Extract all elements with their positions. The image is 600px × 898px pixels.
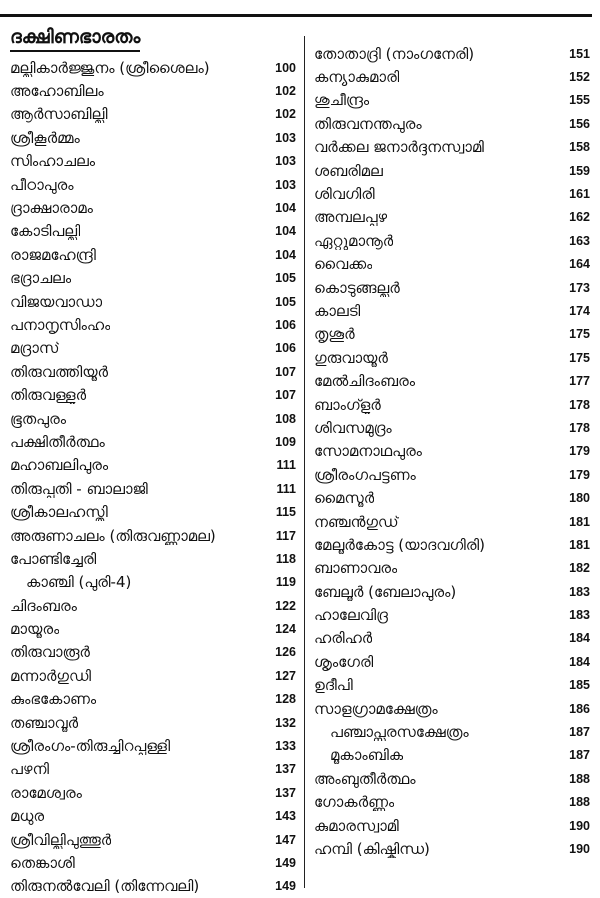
toc-entry — [10, 758, 296, 781]
toc-entry-page-number: 173 — [569, 280, 590, 295]
toc-entry-page-number: 104 — [275, 224, 296, 239]
toc-entry-page-number: 122 — [275, 598, 296, 613]
toc-entry — [314, 346, 590, 369]
toc-entry-title: ചിദംബരം — [10, 596, 77, 615]
toc-entry-title: തിരുവള്ളൂർ — [10, 386, 87, 405]
toc-entry — [314, 837, 590, 860]
toc-entry — [314, 369, 590, 392]
toc-entry-title: പനാനൃസിംഹം — [10, 315, 111, 334]
toc-entry-title: ശ്രീകൂർമ്മം — [10, 128, 80, 147]
toc-entry — [10, 641, 296, 664]
toc-entry-page-number: 133 — [275, 739, 296, 754]
toc-entry — [10, 711, 296, 734]
toc-entry — [10, 781, 296, 804]
toc-entry — [314, 744, 590, 767]
toc-entry-title: കൊടുങ്ങല്ലൂർ — [314, 278, 400, 297]
toc-entry-page-number: 126 — [275, 645, 296, 660]
toc-entry-page-number: 177 — [569, 374, 590, 389]
toc-entry-title: തോതാദ്രി (നാംഗനേരി) — [314, 44, 475, 63]
toc-entry-title: ഹരിഹർ — [314, 629, 373, 648]
toc-entry-title: ബാണാവരം — [314, 559, 398, 578]
toc-entry-page-number: 106 — [275, 317, 296, 332]
toc-entry — [10, 196, 296, 219]
toc-entry-title: ഏറ്റുമാനൂർ — [314, 231, 394, 250]
toc-entry — [314, 416, 590, 439]
toc-entry-title: അമ്പലപ്പുഴ — [314, 208, 388, 227]
toc-entry — [10, 617, 296, 640]
toc-entry-page-number: 155 — [569, 93, 590, 108]
toc-entry-page-number: 183 — [569, 608, 590, 623]
toc-entry-page-number: 190 — [569, 841, 590, 856]
toc-entry-title: അംബുതീർത്ഥം — [314, 769, 416, 788]
toc-entry-title: തിരുവത്തിയൂർ — [10, 362, 109, 381]
toc-entry-title: തൃശൂർ — [314, 325, 355, 344]
toc-entry — [10, 454, 296, 477]
toc-entry-title: ഭൂതപുരം — [10, 409, 67, 428]
toc-entry-title: സാളഗ്രാമക്ഷേത്രം — [314, 699, 438, 718]
toc-entry — [314, 112, 590, 135]
toc-entry-title: ശ്രീരംഗപട്ടണം — [314, 465, 416, 484]
toc-entry — [314, 393, 590, 416]
toc-entry-page-number: 181 — [569, 537, 590, 552]
toc-entry-title: ഉദീപി — [314, 676, 353, 695]
toc-entry-page-number: 161 — [569, 187, 590, 202]
toc-entry-page-number: 132 — [275, 715, 296, 730]
toc-entry-page-number: 178 — [569, 397, 590, 412]
toc-entry-page-number: 163 — [569, 233, 590, 248]
toc-entry-page-number: 103 — [275, 154, 296, 169]
toc-entry — [10, 594, 296, 617]
toc-entry-title: ശ്രീരംഗം-തിരുച്ചിറപ്പള്ളി — [10, 737, 171, 756]
toc-entry-page-number: 143 — [275, 809, 296, 824]
toc-entry — [314, 627, 590, 650]
toc-entry — [314, 603, 590, 626]
toc-entry-page-number: 156 — [569, 116, 590, 131]
toc-entry-title: അഹോബിലം — [10, 82, 104, 101]
toc-entry-title: പക്ഷിതീർത്ഥം — [10, 432, 105, 451]
toc-entry-page-number: 175 — [569, 327, 590, 342]
toc-entry-title: കുമാരസ്വാമി — [314, 816, 399, 835]
toc-entry — [10, 150, 296, 173]
toc-entry-page-number: 119 — [275, 575, 296, 590]
toc-entry-page-number: 111 — [276, 458, 296, 473]
toc-entry — [10, 173, 296, 196]
toc-entry — [10, 103, 296, 126]
toc-entry-page-number: 184 — [569, 654, 590, 669]
toc-entry — [314, 253, 590, 276]
toc-entry-page-number: 162 — [569, 210, 590, 225]
toc-entry-title: തിരുപ്പതി - ബാലാജി — [10, 479, 148, 498]
toc-entry-page-number: 164 — [569, 257, 590, 272]
toc-entry-title: ഭദ്രാചലം — [10, 269, 72, 288]
toc-entry-page-number: 104 — [275, 201, 296, 216]
toc-entry-page-number: 115 — [275, 505, 296, 520]
toc-entry-page-number: 187 — [569, 748, 590, 763]
toc-entry — [314, 159, 590, 182]
toc-entry — [314, 697, 590, 720]
toc-entry — [314, 486, 590, 509]
toc-entry — [314, 580, 590, 603]
toc-entry-title: കാലടി — [314, 301, 361, 320]
toc-entry-title: സിംഹാചലം — [10, 152, 96, 171]
toc-entry-title: ബാംഗ്ളൂർ — [314, 395, 381, 414]
section-heading: ദക്ഷിണഭാരതം — [10, 26, 140, 52]
toc-entry-page-number: 178 — [569, 420, 590, 435]
toc-entry-page-number: 158 — [569, 140, 590, 155]
toc-entry — [10, 407, 296, 430]
toc-entry-title: സോമനാഥപുരം — [314, 442, 422, 461]
toc-entry-page-number: 179 — [569, 467, 590, 482]
toc-entry-title: മല്ലികാർജ്ജുനം (ശ്രീശൈലം) — [10, 58, 210, 77]
toc-entry — [314, 767, 590, 790]
toc-entry-title: ദ്രാക്ഷാരാമം — [10, 199, 93, 218]
toc-entry-page-number: 102 — [275, 107, 296, 122]
toc-entry-page-number: 181 — [569, 514, 590, 529]
toc-entry — [314, 206, 590, 229]
toc-entry-title: വൈക്കം — [314, 255, 373, 274]
toc-entry-page-number: 182 — [569, 561, 590, 576]
toc-right-column — [314, 42, 590, 861]
toc-entry-page-number: 184 — [569, 631, 590, 646]
toc-entry — [314, 89, 590, 112]
toc-entry-title: മൂകാംബിക — [330, 746, 404, 765]
toc-entry-title: ആർസാബില്ലി — [10, 105, 108, 124]
toc-entry-page-number: 175 — [569, 350, 590, 365]
toc-entry — [10, 547, 296, 570]
toc-entry — [314, 65, 590, 88]
toc-entry-page-number: 117 — [275, 528, 296, 543]
toc-entry-title: വിജയവാഡാ — [10, 292, 103, 311]
toc-entry-page-number: 149 — [275, 879, 296, 894]
toc-entry — [314, 533, 590, 556]
toc-entry-title: നഞ്ചൻഗുഡ് — [314, 512, 399, 531]
toc-entry-page-number: 103 — [275, 130, 296, 145]
toc-entry-title: രാമേശ്വരം — [10, 783, 82, 802]
toc-entry-title: പഞ്ചാപ്സരസക്ഷേത്രം — [330, 723, 469, 742]
toc-entry-page-number: 149 — [275, 855, 296, 870]
toc-entry — [314, 557, 590, 580]
toc-left-column — [10, 56, 296, 898]
toc-entry — [10, 267, 296, 290]
toc-entry — [10, 126, 296, 149]
toc-entry-title: തിരുവനന്തപുരം — [314, 114, 422, 133]
toc-entry-page-number: 185 — [569, 678, 590, 693]
toc-entry-page-number: 106 — [275, 341, 296, 356]
toc-entry-page-number: 190 — [569, 818, 590, 833]
toc-entry — [314, 136, 590, 159]
top-rule — [0, 14, 592, 17]
toc-entry-title: തിരുനൽവേലി (തിന്നേവലി) — [10, 877, 200, 896]
toc-entry — [10, 688, 296, 711]
toc-entry — [10, 360, 296, 383]
toc-entry — [10, 337, 296, 360]
toc-entry — [314, 229, 590, 252]
toc-entry — [314, 463, 590, 486]
toc-entry-page-number: 127 — [275, 668, 296, 683]
toc-entry-page-number: 151 — [569, 46, 590, 61]
toc-entry — [314, 276, 590, 299]
toc-entry-title: ശ്രീവില്ലിപുത്തൂർ — [10, 830, 112, 849]
toc-entry — [10, 500, 296, 523]
toc-entry-title: ഗുരുവായൂർ — [314, 348, 388, 367]
toc-entry — [314, 42, 590, 65]
toc-entry-title: ശ്രീകാലഹസ്തി — [10, 503, 108, 522]
toc-entry-title: കോടിപല്ലി — [10, 222, 81, 241]
toc-entry-title: മേലൂർകോട്ട (യാദവഗിരി) — [314, 535, 486, 554]
toc-entry-title: ഹമ്പി (കിഷ്കിന്ധ) — [314, 839, 430, 858]
toc-entry-page-number: 147 — [275, 832, 296, 847]
toc-entry-title: മായൂരം — [10, 620, 60, 639]
toc-entry-page-number: 186 — [569, 701, 590, 716]
toc-entry-title: തെങ്കാശി — [10, 853, 75, 872]
toc-entry-page-number: 105 — [275, 271, 296, 286]
toc-entry-title: ബേലൂർ (ബേലാപുരം) — [314, 582, 457, 601]
toc-entry-title: ഹാലേവിദ്ര — [314, 606, 388, 625]
toc-entry-page-number: 103 — [275, 177, 296, 192]
toc-entry-page-number: 159 — [569, 163, 590, 178]
toc-entry-page-number: 152 — [569, 70, 590, 85]
toc-entry — [314, 299, 590, 322]
toc-entry-title: കന്യാകുമാരി — [314, 68, 400, 87]
toc-entry — [314, 674, 590, 697]
toc-entry-title: തിരുവാരൂർ — [10, 643, 90, 662]
toc-entry-title: കാഞ്ചി (പുരി-4) — [26, 573, 132, 592]
toc-entry-page-number: 174 — [569, 303, 590, 318]
toc-entry — [10, 805, 296, 828]
toc-entry-title: ശിവഗിരി — [314, 185, 375, 204]
toc-entry — [10, 79, 296, 102]
toc-entry — [10, 243, 296, 266]
toc-entry — [314, 510, 590, 533]
toc-entry-page-number: 179 — [569, 444, 590, 459]
toc-entry-page-number: 102 — [275, 84, 296, 99]
toc-entry-page-number: 107 — [275, 388, 296, 403]
toc-entry-page-number: 104 — [275, 247, 296, 262]
toc-entry-page-number: 187 — [569, 725, 590, 740]
toc-entry-title: മദ്രാസ് — [10, 339, 60, 358]
toc-entry-title: തഞ്ചാവൂർ — [10, 713, 79, 732]
toc-entry-page-number: 188 — [569, 771, 590, 786]
toc-entry-title: പീഠാപുരം — [10, 175, 74, 194]
toc-entry — [10, 56, 296, 79]
toc-entry-page-number: 107 — [275, 364, 296, 379]
toc-entry — [314, 720, 590, 743]
toc-entry-title: ശിവസമുദ്രം — [314, 418, 392, 437]
toc-entry — [10, 571, 296, 594]
toc-entry-title: കുംഭകോണം — [10, 690, 97, 709]
toc-entry-title: ശബരിമല — [314, 161, 383, 180]
toc-entry-title: മന്നാർഗുഡി — [10, 666, 91, 685]
toc-entry-page-number: 111 — [276, 481, 296, 496]
toc-entry — [10, 477, 296, 500]
toc-entry-title: മധുര — [10, 807, 45, 826]
toc-entry-title: വർക്കല ജനാർദ്ദനസ്വാമി — [314, 138, 484, 157]
toc-entry-page-number: 118 — [275, 551, 296, 566]
toc-entry — [10, 828, 296, 851]
toc-entry — [314, 791, 590, 814]
toc-entry — [314, 440, 590, 463]
toc-entry — [10, 313, 296, 336]
toc-entry — [314, 323, 590, 346]
toc-entry-title: പഴനി — [10, 760, 50, 779]
toc-entry — [314, 650, 590, 673]
toc-entry — [10, 851, 296, 874]
toc-entry — [10, 383, 296, 406]
toc-entry — [10, 430, 296, 453]
toc-entry-page-number: 128 — [275, 692, 296, 707]
toc-entry-page-number: 188 — [569, 795, 590, 810]
toc-entry-title: മഹാബലിപുരം — [10, 456, 109, 475]
toc-entry — [314, 814, 590, 837]
toc-entry — [314, 182, 590, 205]
toc-entry-page-number: 109 — [275, 434, 296, 449]
toc-entry — [10, 290, 296, 313]
toc-entry-title: പോണ്ടിച്ചേരി — [10, 549, 97, 568]
toc-entry-page-number: 100 — [275, 60, 296, 75]
toc-entry-title: അരുണാചലം (തിരുവണ്ണാമല) — [10, 526, 216, 545]
toc-entry — [10, 664, 296, 687]
toc-entry-page-number: 137 — [275, 762, 296, 777]
toc-entry-page-number: 124 — [275, 622, 296, 637]
toc-entry-title: രാജമഹേന്ദ്രി — [10, 245, 96, 264]
toc-entry — [10, 524, 296, 547]
toc-entry-page-number: 137 — [275, 785, 296, 800]
toc-entry-title: ശൃംഗേരി — [314, 652, 374, 671]
toc-entry-page-number: 180 — [569, 491, 590, 506]
toc-entry-title: മൈസൂർ — [314, 489, 375, 508]
toc-entry-page-number: 108 — [275, 411, 296, 426]
toc-entry-page-number: 105 — [275, 294, 296, 309]
toc-entry — [10, 220, 296, 243]
column-divider — [304, 36, 305, 888]
toc-entry-title: ശുചീന്ദ്രം — [314, 91, 370, 110]
toc-entry-title: മേൽചിദംബരം — [314, 372, 416, 391]
toc-entry — [10, 875, 296, 898]
toc-entry-title: ഗോകർണ്ണം — [314, 793, 395, 812]
toc-entry-page-number: 183 — [569, 584, 590, 599]
toc-entry — [10, 734, 296, 757]
